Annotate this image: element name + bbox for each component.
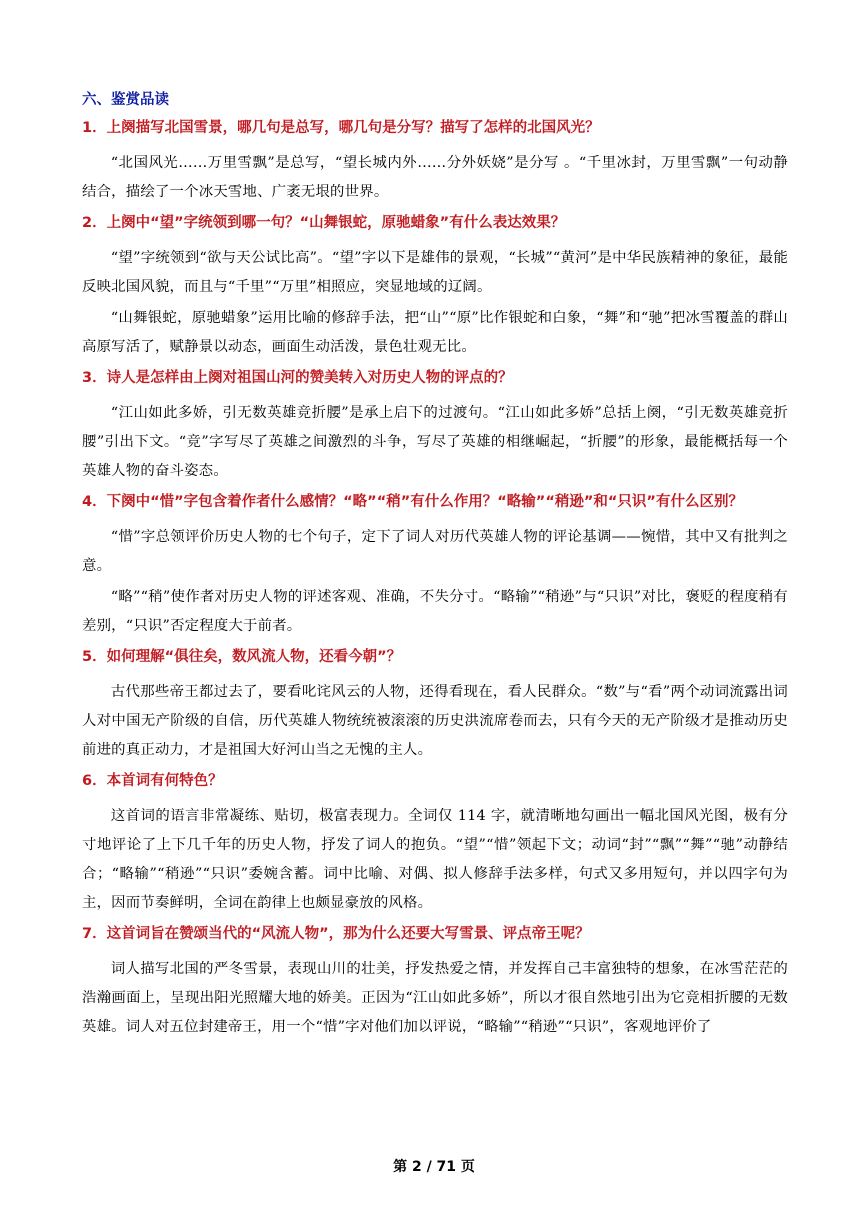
question-3: 3．诗人是怎样由上阕对祖国山河的赞美转入对历史人物的评点的？	[82, 370, 513, 386]
answer-2-paragraph-2: “山舞银蛇，原驰蜡象”运用比喻的修辞手法，把“山”“原”比作银蛇和白象，“舞”和“驰”把冰雪覆盖的群山高原写活了，赋静景以动态，画面生动活泼，景色壮观无比。	[82, 310, 788, 355]
question-4: 4．下阕中“惜”字包含着作者什么感情？“略”“稍”有什么作用？“略输”“稍逊”和“只识”有什么区别？	[82, 494, 743, 510]
answer-3-paragraph: “江山如此多娇，引无数英雄竞折腰”是承上启下的过渡句。“江山如此多娇”总括上阕，“引无数英雄竞折腰”引出下文。“竞”字写尽了英雄之间激烈的斗争，写尽了英雄的相继崛起，“折腰”的形象，最能概括每一个英雄人物的奋斗姿态。	[82, 405, 788, 479]
qa-content	[82, 118, 788, 1044]
answer-6-paragraph: 这首词的语言非常凝练、贴切，极富表现力。全词仅 114 字，就清晰地勾画出一幅北国风光图，极有分寸地评论了上下几千年的历史人物，抒发了词人的抱负。“望”“惜”领起下文；动词“封”“飘”“舞”“驰”动静结合；“略输”“稍逊”“只识”委婉含蓄。词中比喻、对偶、拟人修辞手法多样，句式又多用短句，并以四字句为主，因而节奏鲜明，全词在韵律上也颇显豪放的风格。	[82, 808, 788, 911]
question-6: 6．本首词有何特色？	[82, 773, 223, 789]
answer-7-paragraph: 词人描写北国的严冬雪景，表现山川的壮美，抒发热爱之情，并发挥自己丰富独特的想象，在冰雪茫茫的浩瀚画面上，呈现出阳光照耀大地的娇美。正因为“江山如此多娇”，所以才很自然地引出为它竞相折腰的无数英雄。词人对五位封建帝王，用一个“惜”字对他们加以评说，“略输”“稍逊”“只识”，客观地评价了	[82, 961, 788, 1035]
answer-1-paragraph: “北国风光……万里雪飘”是总写，“望长城内外……分外妖娆”是分写 。“千里冰封，万里雪飘”一句动静结合，描绘了一个冰天雪地、广袤无垠的世界。	[82, 155, 788, 200]
section-title: 六、鉴赏品读	[82, 92, 169, 108]
answer-4-paragraph-1: “惜”字总领评价历史人物的七个句子，定下了词人对历代英雄人物的评论基调——惋惜，其中又有批判之意。	[82, 529, 788, 574]
question-5: 5．如何理解“俱往矣，数风流人物，还看今朝”？	[82, 649, 402, 665]
page-number: 第 2 / 71 页	[393, 1159, 475, 1175]
answer-4-paragraph-2: “略”“稍”使作者对历史人物的评述客观、准确，不失分寸。“略输”“稍逊”与“只识”对比，褒贬的程度稍有差别，“只识”否定程度大于前者。	[82, 589, 788, 634]
answer-5-paragraph: 古代那些帝王都过去了，要看叱诧风云的人物，还得看现在，看人民群众。“数”与“看”两个动词流露出词人对中国无产阶级的自信，历代英雄人物统统被滚滚的历史洪流席卷而去，只有今天的无产阶级才是推动历史前进的真正动力，才是祖国大好河山当之无愧的主人。	[82, 684, 788, 758]
question-7: 7．这首词旨在赞颂当代的“风流人物”，那为什么还要大写雪景、评点帝王呢？	[82, 926, 590, 942]
answer-2-paragraph-1: “望”字统领到“欲与天公试比高”。“望”字以下是雄伟的景观，“长城”“黄河”是中华民族精神的象征，最能反映北国风貌，而且与“千里”“万里”相照应，突显地域的辽阔。	[82, 250, 788, 295]
question-2: 2．上阕中“望”字统领到哪一句？“山舞银蛇，原驰蜡象”有什么表达效果？	[82, 215, 566, 231]
question-1: 1．上阕描写北国雪景，哪几句是总写，哪几句是分写？描写了怎样的北国风光？	[82, 120, 600, 136]
